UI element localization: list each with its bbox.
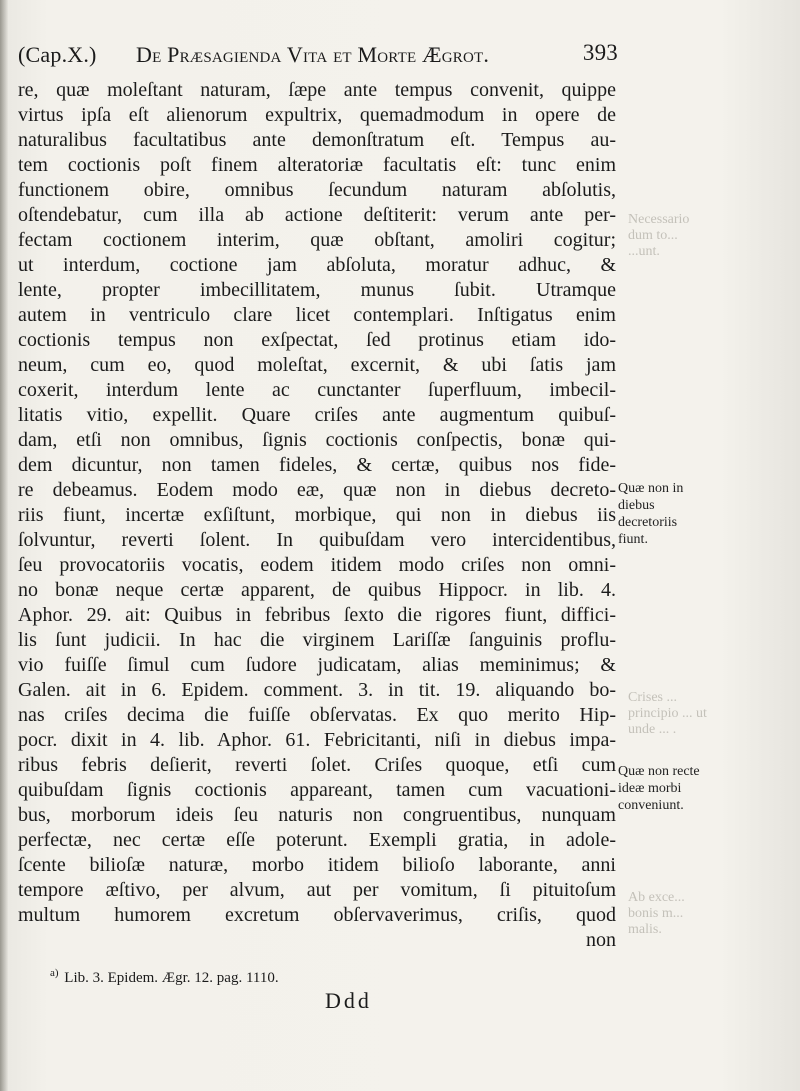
text-line: tem coctionis poſt finem alteratoriæ facultatis eſt: tunc enim xyxy=(18,154,616,176)
footnote xyxy=(50,963,550,986)
signature-mark: Ddd xyxy=(325,988,372,1013)
text-line: oſtendebatur, cum illa ab actione deſtiterit: verum ante per- xyxy=(18,204,616,226)
text-line: multum humorem excretum obſervaverimus, criſis, quod xyxy=(18,904,616,926)
text-line: neum, cum eo, quod moleſtat, excernit, & ubi ſatis jam xyxy=(18,354,616,376)
text-line: tempore æſtivo, per alvum, aut per vomitum, ſi pituitoſum xyxy=(18,879,616,901)
text-line: ſolvuntur, reverti ſolent. In quibuſdam vero intercidentibus, xyxy=(18,529,616,551)
page-number: 393 xyxy=(582,40,618,65)
footnote-marker: a) xyxy=(50,967,59,979)
text-line: virtus ipſa eſt alienorum expultrix, quemadmodum in opere de xyxy=(18,104,616,126)
text-line: Galen. ait in 6. Epidem. comment. 3. in tit. 19. aliquando bo- xyxy=(18,679,616,701)
chapter-label: (Cap.X.) xyxy=(18,42,97,67)
text-line: nas criſes decima die fuiſſe obſervatas. Ex quo merito Hip- xyxy=(18,704,616,726)
text-line: coctionis tempus non exſpectat, ſed protinus etiam ido- xyxy=(18,329,616,351)
text-line: litatis vitio, expellit. Quare criſes ante augmentum quibuſ- xyxy=(18,404,616,426)
margin-note-decretory-days: Quæ non in diebus decretoriis fiunt. xyxy=(618,481,684,547)
text-line: ut interdum, coctione jam abſoluta, moratur adhuc, & xyxy=(18,254,616,276)
text-line: dam, etſi non omnibus, ſignis coctionis conſpectis, bonæ qui- xyxy=(18,429,616,451)
text-line: ſcente bilioſæ naturæ, morbo itidem bilioſo laborante, anni xyxy=(18,854,616,876)
text-line: fectam coctionem interim, quæ obſtant, amoliri cogitur; xyxy=(18,229,616,251)
text-line: lente, propter imbecillitatem, munus ſubit. Utramque xyxy=(18,279,616,301)
text-line: riis fiunt, incertæ exſiſtunt, morbique, qui non in diebus iis xyxy=(18,504,616,526)
text-line: autem in ventriculo clare licet contemplari. Inſtigatus enim xyxy=(18,304,616,326)
running-title: De Præsagienda Vita et Morte Ægrot. xyxy=(136,42,490,67)
text-line: quibuſdam ſignis coctionis appareant, tamen cum vacuationi- xyxy=(18,779,616,801)
text-line: bus, morborum ideis ſeu naturis non congruentibus, nunquam xyxy=(18,804,616,826)
text-line: vio fuiſſe ſimul cum ſudore judicatam, alias meminimus; & xyxy=(18,654,616,676)
margin-note-disease-ideas: Quæ non recte ideæ morbi conveniunt. xyxy=(618,764,700,813)
main-text-column xyxy=(18,78,616,953)
text-line: naturalibus facultatibus ante demonſtratum eſt. Tempus au- xyxy=(18,129,616,151)
text-line: ſeu provocatoriis vocatis, eodem itidem modo criſes non omni- xyxy=(18,554,616,576)
show-through-text-lower: Ab exce... bonis m... malis. xyxy=(628,890,685,937)
show-through-text-middle: Crises ... principio ... ut unde ... . xyxy=(628,690,707,737)
text-line: re debeamus. Eodem modo eæ, quæ non in diebus decreto- xyxy=(18,479,616,501)
text-line: pocr. dixit in 4. lib. Aphor. 61. Febricitanti, niſi in diebus impa- xyxy=(18,729,616,751)
footnote-text: Lib. 3. Epidem. Ægr. 12. pag. 1110. xyxy=(64,970,279,986)
show-through-text-upper: Necessario dum to... ...unt. xyxy=(628,212,690,259)
text-line: ribus febris deſierit, reverti ſolet. Criſes quoque, etſi cum xyxy=(18,754,616,776)
text-line: perfectæ, nec certæ eſſe poterunt. Exempli gratia, in adole- xyxy=(18,829,616,851)
text-line: dem dicuntur, non tamen fideles, & certæ, quibus nos fide- xyxy=(18,454,616,476)
text-line: lis ſunt judicii. In hac die virginem Lariſſæ ſanguinis proflu- xyxy=(18,629,616,651)
text-line: coxerit, interdum lente ac cunctanter ſuperfluum, imbecil- xyxy=(18,379,616,401)
text-line: Aphor. 29. ait: Quibus in febribus ſexto die rigores fiunt, diffici- xyxy=(18,604,616,626)
text-line: re, quæ moleſtant naturam, ſæpe ante tempus convenit, quippe xyxy=(18,79,616,101)
text-line: no bonæ neque certæ apparent, de quibus Hippocr. in lib. 4. xyxy=(18,579,616,601)
catchword: non xyxy=(586,929,616,951)
running-header xyxy=(18,38,618,78)
text-line: functionem obire, omnibus ſecundum naturam abſolutis, xyxy=(18,179,616,201)
page-gutter-shadow xyxy=(0,0,8,1091)
show-through-bottom xyxy=(280,1020,800,1080)
